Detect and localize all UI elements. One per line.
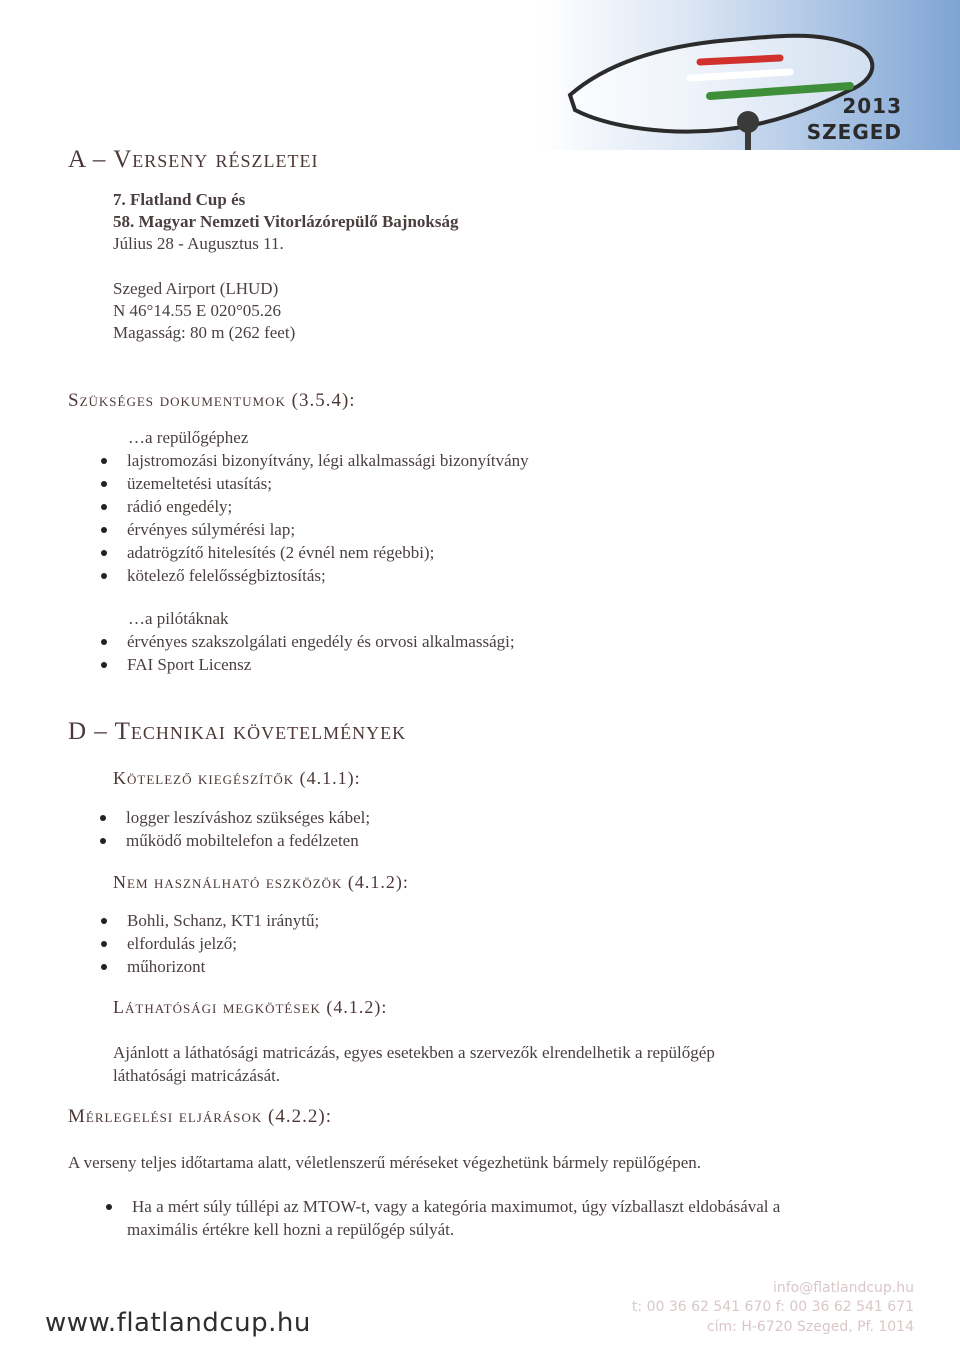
list-item: kötelező felelősségbiztosítás; xyxy=(101,564,529,587)
list-item: műhorizont xyxy=(101,955,319,978)
list-item: Bohli, Schanz, KT1 iránytű; xyxy=(101,909,319,932)
weighing-bullet-line-1: Ha a mért súly túllépi az MTOW-t, vagy a kategória maximumot, úgy vízballaszt eldobásával a xyxy=(132,1197,781,1216)
list-item: rádió engedély; xyxy=(101,495,529,518)
weighing-text: A verseny teljes időtartama alatt, véletlenszerű méréseket végezhetünk bármely repülőgépen. xyxy=(68,1153,701,1172)
list-item: adatrögzítő hitelesítés (2 évnél nem régebbi); xyxy=(101,541,529,564)
forbidden-title: Nem használható eszközök (4.1.2): xyxy=(113,872,409,892)
list-item: működő mobiltelefon a fedélzeten xyxy=(100,829,370,852)
airport-elevation: Magasság: 80 m (262 feet) xyxy=(113,323,296,342)
event-line-1: 7. Flatland Cup és xyxy=(113,190,246,209)
logo-city: SZEGED xyxy=(806,120,902,144)
mandatory-list xyxy=(100,806,370,852)
event-line-2: 58. Magyar Nemzeti Vitorlázórepülő Bajnokság xyxy=(113,212,459,231)
footer-website-link[interactable]: www.flatlandcup.hu xyxy=(45,1308,311,1338)
section-a-title: A – Verseny részletei xyxy=(68,146,319,173)
event-dates: Július 28 - Augusztus 11. xyxy=(113,234,284,253)
section-d-title: D – Technikai követelmények xyxy=(68,718,407,745)
aircraft-docs-list xyxy=(101,449,529,587)
list-item: logger leszíváshoz szükséges kábel; xyxy=(100,806,370,829)
list-item: érvényes szakszolgálati engedély és orvosi alkalmassági; xyxy=(101,630,515,653)
weighing-list xyxy=(106,1195,780,1218)
list-item: lajstromozási bizonyítvány, légi alkalmassági bizonyítvány xyxy=(101,449,529,472)
logo-year: 2013 xyxy=(842,94,902,118)
visibility-title: Láthatósági megkötések (4.1.2): xyxy=(113,997,388,1017)
airport-coordinates: N 46°14.55 E 020°05.26 xyxy=(113,301,282,320)
footer-email[interactable]: info@flatlandcup.hu xyxy=(772,1280,914,1296)
airport-name: Szeged Airport (LHUD) xyxy=(113,279,279,298)
weighing-bullet-line-2: maximális értékre kell hozni a repülőgép súlyát. xyxy=(127,1220,455,1239)
mandatory-title: Kötelező kiegészítők (4.1.1): xyxy=(113,768,361,788)
pilot-intro: …a pilótáknak xyxy=(128,609,229,628)
list-item: üzemeltetési utasítás; xyxy=(101,472,529,495)
pilot-docs-list xyxy=(101,630,515,676)
footer-phone: t: 00 36 62 541 670 f: 00 36 62 541 671 xyxy=(631,1299,914,1315)
flag-red-stripe xyxy=(700,58,780,62)
visibility-text-1: Ajánlott a láthatósági matricázás, egyes esetekben a szervezők elrendelhetik a repülőgép xyxy=(113,1043,715,1062)
aircraft-intro: …a repülőgéphez xyxy=(128,428,249,447)
docs-title: Szükséges dokumentumok (3.5.4): xyxy=(68,390,356,411)
forbidden-list xyxy=(101,909,319,978)
footer-address: cím: H-6720 Szeged, Pf. 1014 xyxy=(706,1319,914,1335)
list-item xyxy=(106,1195,780,1218)
visibility-text-2: láthatósági matricázását. xyxy=(113,1066,281,1085)
weighing-title: Mérlegelési eljárások (4.2.2): xyxy=(68,1106,332,1127)
list-item: elfordulás jelző; xyxy=(101,932,319,955)
list-item: FAI Sport Licensz xyxy=(101,653,515,676)
list-item: érvényes súlymérési lap; xyxy=(101,518,529,541)
